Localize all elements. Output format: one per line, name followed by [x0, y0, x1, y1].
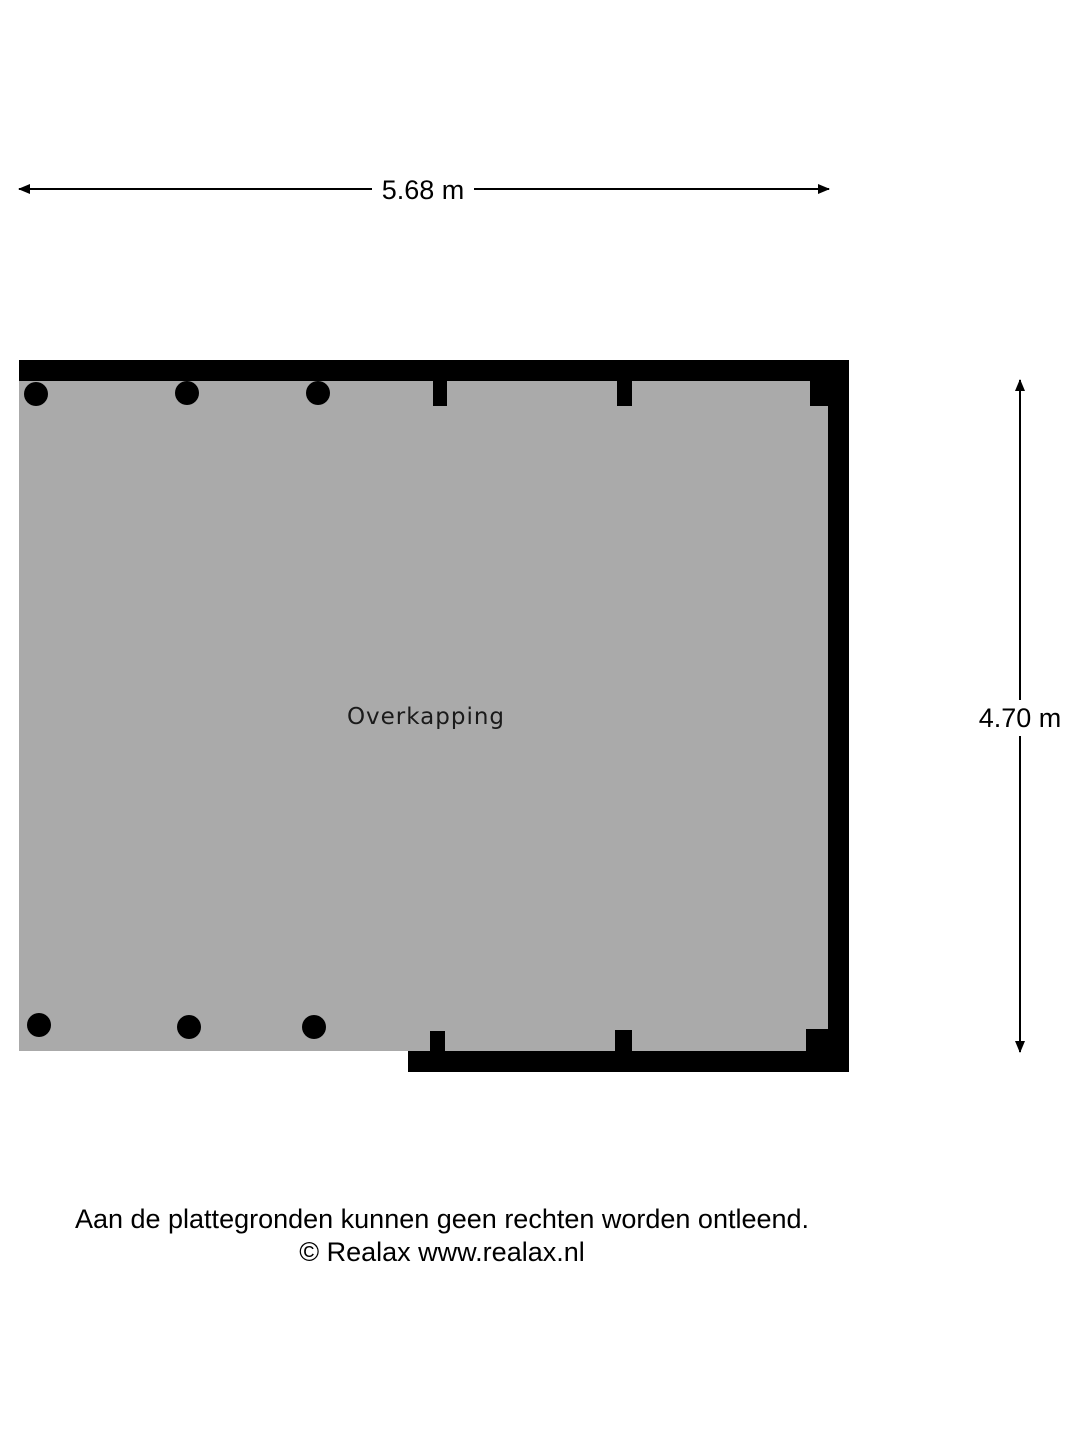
wall-top	[19, 360, 849, 381]
wall-stub-top-1	[433, 381, 447, 406]
column-bottom-3	[302, 1015, 326, 1039]
column-top-3	[306, 381, 330, 405]
wall-stub-bottom-2	[615, 1030, 632, 1051]
width-dimension	[19, 175, 829, 205]
column-top-2	[175, 381, 199, 405]
column-top-1	[24, 382, 48, 406]
wall-bottom	[408, 1051, 849, 1072]
room-label: Overkapping	[346, 704, 506, 730]
wall-stub-bottom-1	[430, 1031, 445, 1051]
disclaimer-text: Aan de plattegronden kunnen geen rechten worden ontleend.	[74, 1204, 810, 1234]
wall-right	[828, 360, 849, 1072]
copyright-text: © Realax www.realax.nl	[299, 1237, 585, 1267]
column-bottom-2	[177, 1015, 201, 1039]
corner-block-bottom-right	[806, 1029, 828, 1051]
depth-dimension-label: 4.70 m	[978, 703, 1062, 733]
width-dimension-label: 5.68 m	[381, 175, 465, 205]
corner-block-top-right	[810, 381, 828, 406]
depth-dimension	[979, 380, 1062, 1052]
column-bottom-1	[27, 1013, 51, 1037]
wall-stub-top-2	[617, 381, 632, 406]
